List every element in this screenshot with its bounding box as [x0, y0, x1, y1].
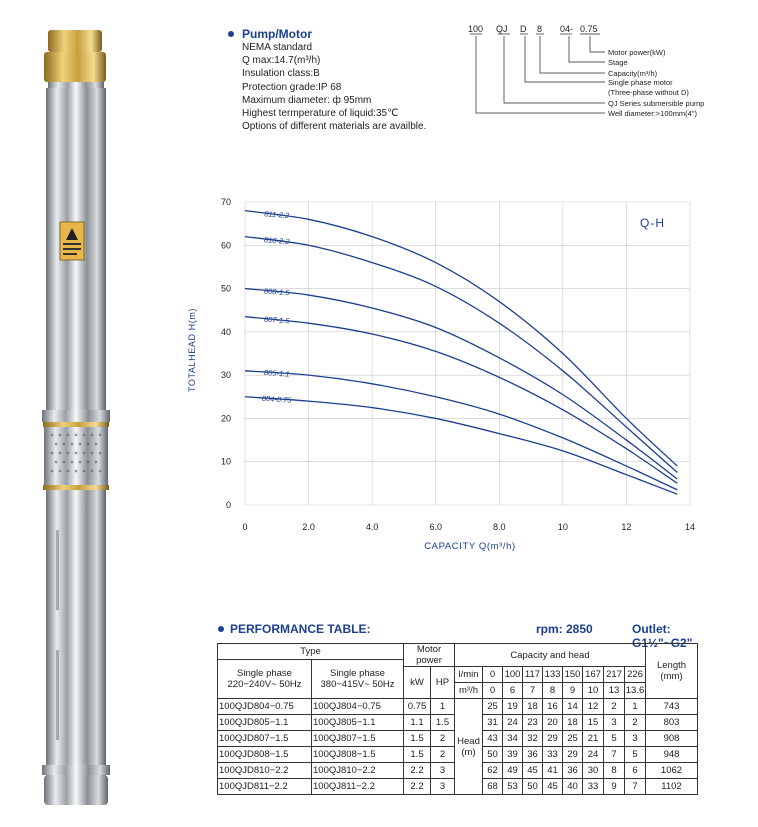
spec-line: NEMA standard	[242, 42, 313, 53]
head-value: 49	[503, 763, 523, 779]
bullet-icon	[218, 626, 224, 632]
y-tick-label: 50	[220, 283, 231, 294]
perf-title	[218, 622, 370, 636]
head-value: 9	[604, 779, 625, 795]
length-value: 1062	[646, 763, 698, 779]
y-tick-label: 10	[220, 456, 231, 467]
head-value: 7	[625, 779, 646, 795]
hp-value: 1.5	[431, 715, 455, 731]
hp-value: 2	[431, 747, 455, 763]
chart-grid	[245, 202, 690, 505]
motor-power-header: Motor power	[404, 644, 455, 667]
code-part-stage: 04	[560, 24, 571, 34]
spec-block	[228, 27, 458, 133]
series-label: 807-1.5	[263, 314, 290, 326]
head-value: 12	[583, 699, 604, 715]
three-phase-header: Single phase 380−415V~ 50Hz	[312, 660, 404, 699]
length-value: 803	[646, 715, 698, 731]
rpm-text: rpm: 2850	[536, 622, 593, 636]
y-axis-label: TOTALHEAD H(m)	[187, 307, 197, 393]
type-header: Type	[218, 644, 404, 660]
kw-value: 1.5	[404, 747, 431, 763]
x-tick-label: 12	[621, 522, 632, 532]
m3h-value: 7	[523, 683, 543, 699]
head-value: 23	[523, 715, 543, 731]
single-model: 100QJD807−1.5	[218, 731, 312, 747]
head-value: 2	[604, 699, 625, 715]
head-value: 33	[543, 747, 563, 763]
m3h-value: 13.6	[625, 683, 646, 699]
head-value: 3	[625, 731, 646, 747]
spec-line: Insulation class:B	[242, 68, 320, 80]
perf-title-text: PERFORMANCE TABLE:	[230, 622, 371, 636]
chart-title: Q-H	[640, 216, 665, 230]
chart-series-labels	[262, 209, 293, 405]
kw-value: 1.5	[404, 731, 431, 747]
series-label: 811-2.2	[263, 209, 290, 221]
spec-line: Options of different materials are availble.	[242, 121, 427, 133]
kw-value: 2.2	[404, 763, 431, 779]
lmin-value: 226	[625, 667, 646, 683]
m3h-value: 0	[483, 683, 503, 699]
head-value: 50	[483, 747, 503, 763]
spec-line: Highest termperature of liquid:35℃	[242, 108, 399, 120]
head-value: 30	[583, 763, 604, 779]
head-value: 24	[583, 747, 604, 763]
spec-title	[228, 27, 458, 41]
hp-value: 1	[431, 699, 455, 715]
head-value: 29	[563, 747, 583, 763]
three-model: 100QJ804−0.75	[312, 699, 404, 715]
x-tick-label: 8.0	[493, 522, 506, 532]
spec-title-text: Pump/Motor	[242, 27, 312, 41]
length-header: Length (mm)	[646, 644, 698, 699]
chart-series	[245, 211, 677, 495]
head-value: 6	[625, 763, 646, 779]
performance-table	[217, 643, 698, 795]
single-model: 100QJD805−1.1	[218, 715, 312, 731]
x-tick-label: 10	[557, 522, 568, 532]
kw-value: 0.75	[404, 699, 431, 715]
series-line-808-1.5	[245, 289, 677, 479]
lmin-value: 117	[523, 667, 543, 683]
code-legend-item: Stage	[608, 58, 628, 67]
hp-header: HP	[431, 667, 455, 699]
head-value: 68	[483, 779, 503, 795]
head-value: 45	[523, 763, 543, 779]
y-tick-label: 20	[220, 413, 231, 424]
head-value: 29	[543, 731, 563, 747]
hp-value: 3	[431, 763, 455, 779]
model-code-diagram	[460, 22, 745, 132]
lmin-value: 150	[563, 667, 583, 683]
head-value: 5	[604, 731, 625, 747]
qh-chart	[180, 190, 740, 560]
single-model: 100QJD804−0.75	[218, 699, 312, 715]
spec-line: Maximum diameter: ф 95mm	[242, 94, 372, 106]
head-value: 2	[625, 715, 646, 731]
m3h-value: 9	[563, 683, 583, 699]
series-line-807-1.5	[245, 314, 677, 484]
lmin-value: 133	[543, 667, 563, 683]
three-model: 100QJ807−1.5	[312, 731, 404, 747]
head-value: 39	[503, 747, 523, 763]
series-line-804-0.75	[245, 397, 677, 494]
single-model: 100QJD811−2.2	[218, 779, 312, 795]
m3h-value: 13	[604, 683, 625, 699]
head-value: 43	[483, 731, 503, 747]
single-model: 100QJD808−1.5	[218, 747, 312, 763]
hp-value: 2	[431, 731, 455, 747]
length-value: 1102	[646, 779, 698, 795]
three-model: 100QJ811−2.2	[312, 779, 404, 795]
kw-value: 2.2	[404, 779, 431, 795]
pump-illustration	[30, 30, 122, 810]
y-tick-label: 70	[220, 197, 231, 207]
head-value: 8	[604, 763, 625, 779]
length-value: 908	[646, 731, 698, 747]
kw-value: 1.1	[404, 715, 431, 731]
length-value: 948	[646, 747, 698, 763]
x-tick-label: 4.0	[365, 522, 379, 532]
x-axis-label: CAPACITY Q(m³/h)	[424, 541, 516, 552]
head-value: 32	[523, 731, 543, 747]
series-label: 805-1.1	[263, 367, 290, 379]
y-tick-label: 0	[225, 500, 231, 510]
head-value: 31	[483, 715, 503, 731]
head-value: 40	[563, 779, 583, 795]
single-phase-header: Single phase 220−240V~ 50Hz	[218, 660, 312, 699]
lmin-value: 217	[604, 667, 625, 683]
code-legend-item: Single phase motor	[608, 78, 673, 87]
spec-line: Protection grade:IP 68	[242, 81, 342, 93]
table-row	[218, 699, 698, 715]
code-legend-item: Motor power(kW)	[608, 48, 666, 57]
lmin-value: 100	[503, 667, 523, 683]
series-line-810-2.2	[245, 237, 677, 473]
head-value: 36	[523, 747, 543, 763]
outlet-text: Outlet: G1½"~G2"	[632, 622, 693, 650]
head-value: 21	[583, 731, 604, 747]
hp-value: 3	[431, 779, 455, 795]
code-part-size: 100	[468, 24, 484, 34]
three-model: 100QJ810−2.2	[312, 763, 404, 779]
code-part-power: 0.75	[580, 24, 598, 34]
perf-header	[218, 622, 728, 650]
head-value: 1	[625, 699, 646, 715]
code-legend-item: Well diameter:>100mm(4")	[608, 109, 698, 118]
head-unit-label: Head (m)	[455, 699, 483, 795]
m3h-value: 10	[583, 683, 604, 699]
lmin-value: 0	[483, 667, 503, 683]
head-value: 41	[543, 763, 563, 779]
lmin-value: 167	[583, 667, 604, 683]
head-value: 7	[604, 747, 625, 763]
spec-line: Q max:14.7(m³/h)	[242, 55, 321, 67]
head-value: 24	[503, 715, 523, 731]
head-value: 25	[563, 731, 583, 747]
single-model: 100QJD810−2.2	[218, 763, 312, 779]
m3h-value: 8	[543, 683, 563, 699]
y-tick-label: 40	[220, 326, 231, 337]
series-label: 810-2.2	[263, 235, 290, 247]
three-model: 100QJ808−1.5	[312, 747, 404, 763]
y-tick-label: 60	[220, 240, 231, 251]
kw-header: kW	[404, 667, 431, 699]
head-value: 18	[563, 715, 583, 731]
head-value: 16	[543, 699, 563, 715]
x-tick-label: 14	[684, 522, 696, 532]
x-tick-label: 2.0	[302, 522, 315, 532]
code-legend-item: QJ Series submersible pump	[608, 99, 705, 108]
head-value: 45	[543, 779, 563, 795]
head-value: 18	[523, 699, 543, 715]
head-value: 62	[483, 763, 503, 779]
head-value: 33	[583, 779, 604, 795]
m3h-value: 6	[503, 683, 523, 699]
bullet-icon	[228, 31, 234, 37]
series-label: 808-1.5	[263, 286, 290, 298]
code-part-capacity: 8	[537, 24, 543, 34]
code-part-separator: -	[570, 24, 573, 34]
head-value: 19	[503, 699, 523, 715]
head-value: 3	[604, 715, 625, 731]
head-value: 34	[503, 731, 523, 747]
chart-ticks	[221, 197, 695, 532]
head-value: 50	[523, 779, 543, 795]
code-legend-item: (Three-phase without D)	[608, 88, 689, 97]
length-value: 743	[646, 699, 698, 715]
head-value: 36	[563, 763, 583, 779]
y-tick-label: 30	[220, 370, 231, 381]
x-tick-label: 6.0	[429, 522, 442, 532]
x-tick-label: 0	[242, 522, 248, 532]
code-legend-item: Capacity(m³/h)	[608, 69, 658, 78]
three-model: 100QJ805−1.1	[312, 715, 404, 731]
head-value: 5	[625, 747, 646, 763]
code-part-series: QJ	[496, 24, 508, 34]
capacity-head-header: Capacity and head	[455, 644, 646, 667]
head-value: 15	[583, 715, 604, 731]
m3h-header: m³/h	[455, 683, 483, 699]
head-value: 25	[483, 699, 503, 715]
head-value: 53	[503, 779, 523, 795]
head-value: 20	[543, 715, 563, 731]
head-value: 14	[563, 699, 583, 715]
lmin-header: l/min	[455, 667, 483, 683]
series-label: 804-0.75	[261, 393, 292, 405]
code-part-phase: D	[520, 24, 527, 34]
